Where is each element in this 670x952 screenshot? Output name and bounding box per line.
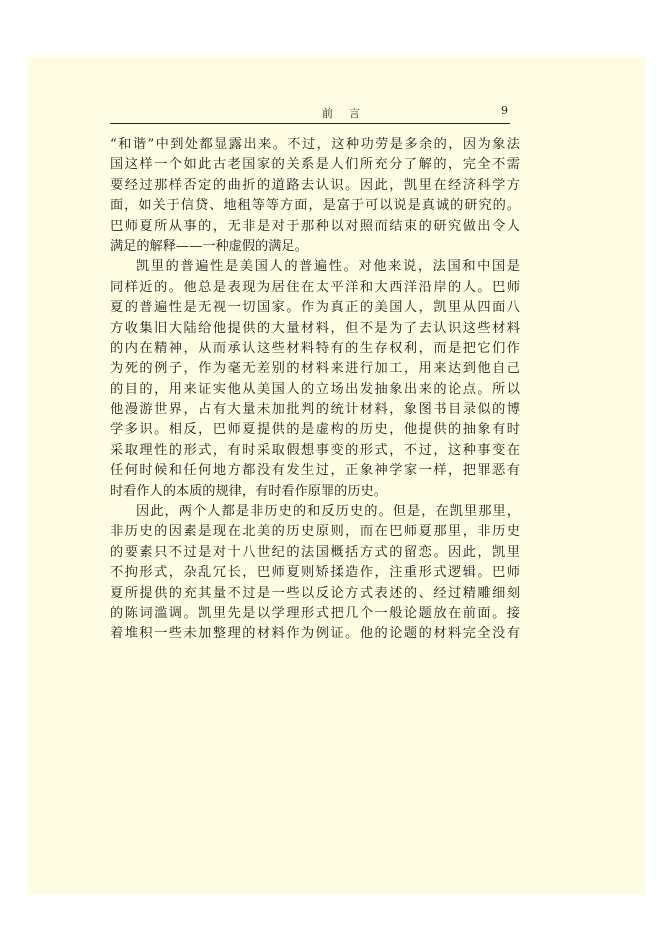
text-line: “和谐”中到处都显露出来。不过，这种功劳是多余的，因为象法 xyxy=(110,137,520,152)
paragraph xyxy=(110,135,520,257)
text-line: 的陈词滥调。凯里先是以学理形式把几个一般论题放在前面。接 xyxy=(110,605,520,621)
page-number: 9 xyxy=(501,104,508,117)
text-line: 夏所提供的充其量不过是一些以反论方式表述的、经过精雕细刻 xyxy=(110,585,520,601)
text-line: 夏的普遍性是无视一切国家。作为真正的美国人，凯里从四面八 xyxy=(110,300,520,316)
paragraph xyxy=(110,502,520,645)
text-line: 方收集旧大陆给他提供的大量材料，但不是为了去认识这些材料 xyxy=(110,320,520,336)
text-line: 满足的解释——一种虚假的满足。 xyxy=(110,238,308,254)
text-line: 时看作人的本质的规律，有时看作原罪的历史。 xyxy=(110,483,387,499)
running-header xyxy=(110,103,510,124)
text-line: 学多识。相反，巴师夏提供的是虚构的历史，他提供的抽象有时 xyxy=(110,422,520,438)
text-line: 任何时候和任何地方都没有发生过，正象神学家一样，把罪恶有 xyxy=(110,463,520,479)
text-line: 不拘形式，杂乱冗长，巴师夏则矫揉造作，注重形式逻辑。巴师 xyxy=(110,565,520,581)
header-title: 前言 xyxy=(322,107,376,120)
text-line: 的要素只不过是对十八世纪的法国概括方式的留恋。因此，凯里 xyxy=(110,544,520,560)
text-line: 非历史的因素是现在北美的历史原则，而在巴师夏那里，非历史 xyxy=(110,524,520,540)
body-text xyxy=(110,135,520,645)
text-line: 凯里的普遍性是美国人的普遍性。对他来说，法国和中国是 xyxy=(136,259,520,275)
text-line: 国这样一个如此古老国家的关系是人们所充分了解的，完全不需 xyxy=(110,157,520,173)
text-line: 的目的，用来证实他从美国人的立场出发抽象出来的论点。所以 xyxy=(110,381,520,397)
text-line: 面，如关于信贷、地租等等方面，是富于可以说是真诚的研究的。 xyxy=(110,198,520,214)
text-line: 着堆积一些未加整理的材料作为例证。他的论题的材料完全没有 xyxy=(110,626,520,642)
text-line: 他漫游世界，占有大量未加批判的统计材料，象图书目录似的博 xyxy=(110,402,520,418)
text-line: 要经过那样否定的曲折的道路去认识。因此，凯里在经济科学方 xyxy=(110,177,520,193)
paragraph xyxy=(110,257,520,502)
text-line: 为死的例子，作为毫无差别的材料来进行加工，用来达到他自己 xyxy=(110,361,520,377)
text-line: 因此，两个人都是非历史的和反历史的。但是，在凯里那里， xyxy=(136,504,520,520)
text-line: 采取理性的形式，有时采取假想事变的形式，不过，这种事变在 xyxy=(110,442,520,458)
text-line: 巴师夏所从事的，无非是对于那种以对照而结束的研究做出令人 xyxy=(110,218,520,234)
text-line: 同样近的。他总是表现为居住在太平洋和大西洋沿岸的人。巴师 xyxy=(110,279,520,295)
text-line: 的内在精神，从而承认这些材料特有的生存权利，而是把它们作 xyxy=(110,340,520,356)
